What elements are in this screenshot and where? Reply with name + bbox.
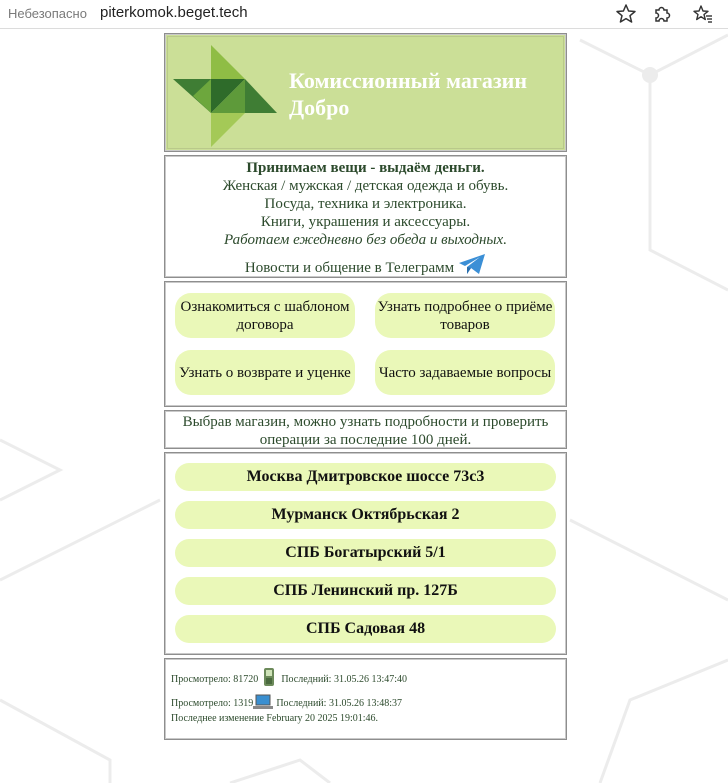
shop-button-murmansk[interactable]: Мурманск Октябрьская 2 [175,501,556,529]
browser-toolbar [0,0,728,29]
intro-headline: Принимаем вещи - выдаём деньги. [246,160,485,176]
telegram-link[interactable] [165,253,566,277]
insecure-label[interactable]: Небезопасно [8,6,87,21]
pinwheel-logo-icon[interactable] [173,43,277,147]
intro-line-clothes: Женская / мужская / детская одежда и обувь. [222,178,509,194]
site-header [164,33,567,152]
extensions-icon[interactable] [651,3,673,25]
visit-stats [164,658,567,740]
info-buttons [164,281,567,407]
shop-button-spb-bogatyrsky[interactable]: СПБ Богатырский 5/1 [175,539,556,567]
shop-button-spb-sadovaya[interactable]: СПБ Садовая 48 [175,615,556,643]
shop-list [164,452,567,655]
mobile-stats-row [171,664,560,686]
telegram-link-label[interactable]: Новости и общение в Телеграмм [244,260,455,276]
bookmark-star-icon[interactable] [615,3,637,25]
shop-button-spb-leninsky[interactable]: СПБ Ленинский пр. 127Б [175,577,556,605]
contract-template-button[interactable]: Ознакомиться с шаблоном договора [175,293,355,338]
goods-acceptance-button[interactable]: Узнать подробнее о приёме товаров [375,293,555,338]
shop-button-moscow[interactable]: Москва Дмитровское шоссе 73с3 [175,463,556,491]
shop-select-note: Выбрав магазин, можно узнать подробности и проверить операции за последние 100 дней. [164,410,567,449]
mobile-last-visit: Последний: 31.05.26 13:47:40 [281,674,407,685]
intro-line-electronics: Посуда, техника и электроника. [264,196,467,212]
mobile-phone-icon [263,668,275,686]
desktop-views: Просмотрело: 1319 [171,698,254,709]
favorites-icon[interactable] [692,3,714,25]
faq-button[interactable]: Часто задаваемые вопросы [375,350,555,395]
last-modified: Последнее изменение February 20 2025 19:01:46. [171,713,379,724]
desktop-last-visit: Последний: 31.05.26 13:48:37 [276,698,402,709]
site-title[interactable]: Комиссионный магазин Добро [289,68,528,120]
intro-hours: Работаем ежедневно без обеда и выходных. [224,232,507,248]
intro-line-books: Книги, украшения и аксессуары. [260,214,471,230]
intro-section [164,155,567,278]
page-column [164,33,567,743]
desktop-stats-row [171,688,560,710]
telegram-icon[interactable] [458,253,486,275]
mobile-views: Просмотрело: 81720 [171,674,259,685]
address-bar-url[interactable]: piterkomok.beget.tech [100,4,248,21]
laptop-icon [253,694,273,710]
returns-markdown-button[interactable]: Узнать о возврате и уценке [175,350,355,395]
